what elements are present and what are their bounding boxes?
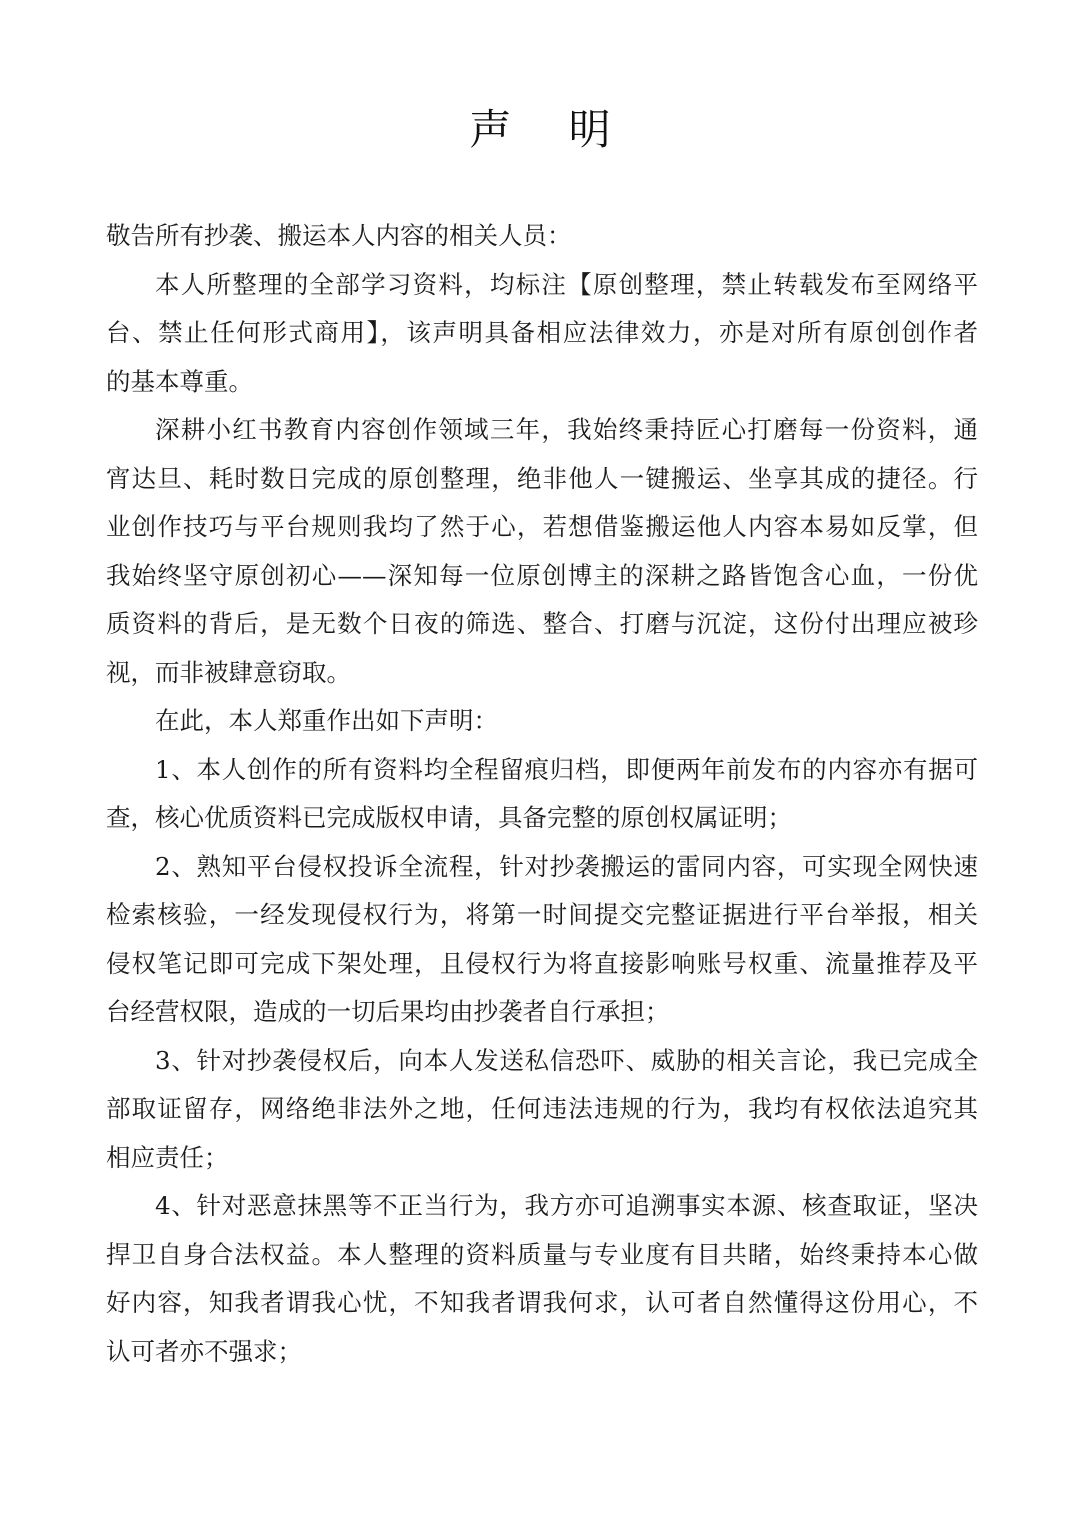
paragraph-original-notice <box>106 261 978 407</box>
paragraph-line: 台、禁止任何形式商用】，该声明具备相应法律效力，亦是对所有原创创作者 <box>106 318 978 347</box>
paragraph-line: 查，核心优质资料已完成版权申请，具备完整的原创权属证明； <box>106 803 792 832</box>
paragraph-declaration-intro <box>106 697 978 746</box>
paragraph-line: 视，而非被肆意窃取。 <box>106 657 351 687</box>
paragraph-line: 检索核验，一经发现侵权行为，将第一时间提交完整证据进行平台举报，相关 <box>106 900 978 929</box>
paragraph-line: 宵达旦、耗时数日完成的原创整理，绝非他人一键搬运、坐享其成的捷径。行 <box>106 463 978 493</box>
paragraph-line: 的基本尊重。 <box>106 366 253 396</box>
paragraph-line: 我始终坚守原创初心——深知每一位原创博主的深耕之路皆饱含心血，一份优 <box>106 560 978 590</box>
paragraph-line: 2、熟知平台侵权投诉全流程，针对抄袭搬运的雷同内容，可实现全网快速 <box>155 851 978 881</box>
paragraph-line: 本人所整理的全部学习资料，均标注【原创整理，禁止转载发布至网络平 <box>155 269 978 299</box>
paragraph-line: 台经营权限，造成的一切后果均由抄袭者自行承担； <box>106 997 670 1026</box>
salutation: 敬告所有抄袭、搬运本人内容的相关人员： <box>106 221 572 250</box>
paragraph-line: 4、针对恶意抹黑等不正当行为，我方亦可追溯事实本源、核查取证，坚决 <box>155 1191 978 1220</box>
declaration-item-1 <box>106 746 978 843</box>
paragraph-line: 深耕小红书教育内容创作领域三年，我始终秉持匠心打磨每一份资料，通 <box>155 415 978 444</box>
page-title: 声 明 <box>469 105 633 154</box>
document-body <box>106 212 978 1376</box>
paragraph-line: 业创作技巧与平台规则我均了然于心，若想借鉴搬运他人内容本易如反掌，但 <box>106 512 978 541</box>
paragraph-line: 好内容，知我者谓我心忧，不知我者谓我何求，认可者自然懂得这份用心，不 <box>106 1288 978 1317</box>
paragraph-line: 认可者亦不强求； <box>106 1336 302 1366</box>
declaration-item-2 <box>106 843 978 1037</box>
declaration-item-3 <box>106 1037 978 1183</box>
paragraph-creator-background <box>106 406 978 697</box>
paragraph-line: 部取证留存，网络绝非法外之地，任何违法违规的行为，我均有权依法追究其 <box>106 1094 978 1123</box>
paragraph-line: 捍卫自身合法权益。本人整理的资料质量与专业度有目共睹，始终秉持本心做 <box>106 1239 978 1269</box>
paragraph-line: 质资料的背后，是无数个日夜的筛选、整合、打磨与沉淀，这份付出理应被珍 <box>106 609 978 638</box>
paragraph-line: 3、针对抄袭侵权后，向本人发送私信恐吓、威胁的相关言论，我已完成全 <box>155 1045 978 1075</box>
declaration-item-4 <box>106 1182 978 1376</box>
paragraph-line: 相应责任； <box>106 1142 229 1172</box>
paragraph-line: 1、本人创作的所有资料均全程留痕归档，即便两年前发布的内容亦有据可 <box>155 754 978 784</box>
paragraph-line: 在此，本人郑重作出如下声明： <box>155 706 498 735</box>
paragraph-line: 侵权笔记即可完成下架处理，且侵权行为将直接影响账号权重、流量推荐及平 <box>106 948 978 978</box>
